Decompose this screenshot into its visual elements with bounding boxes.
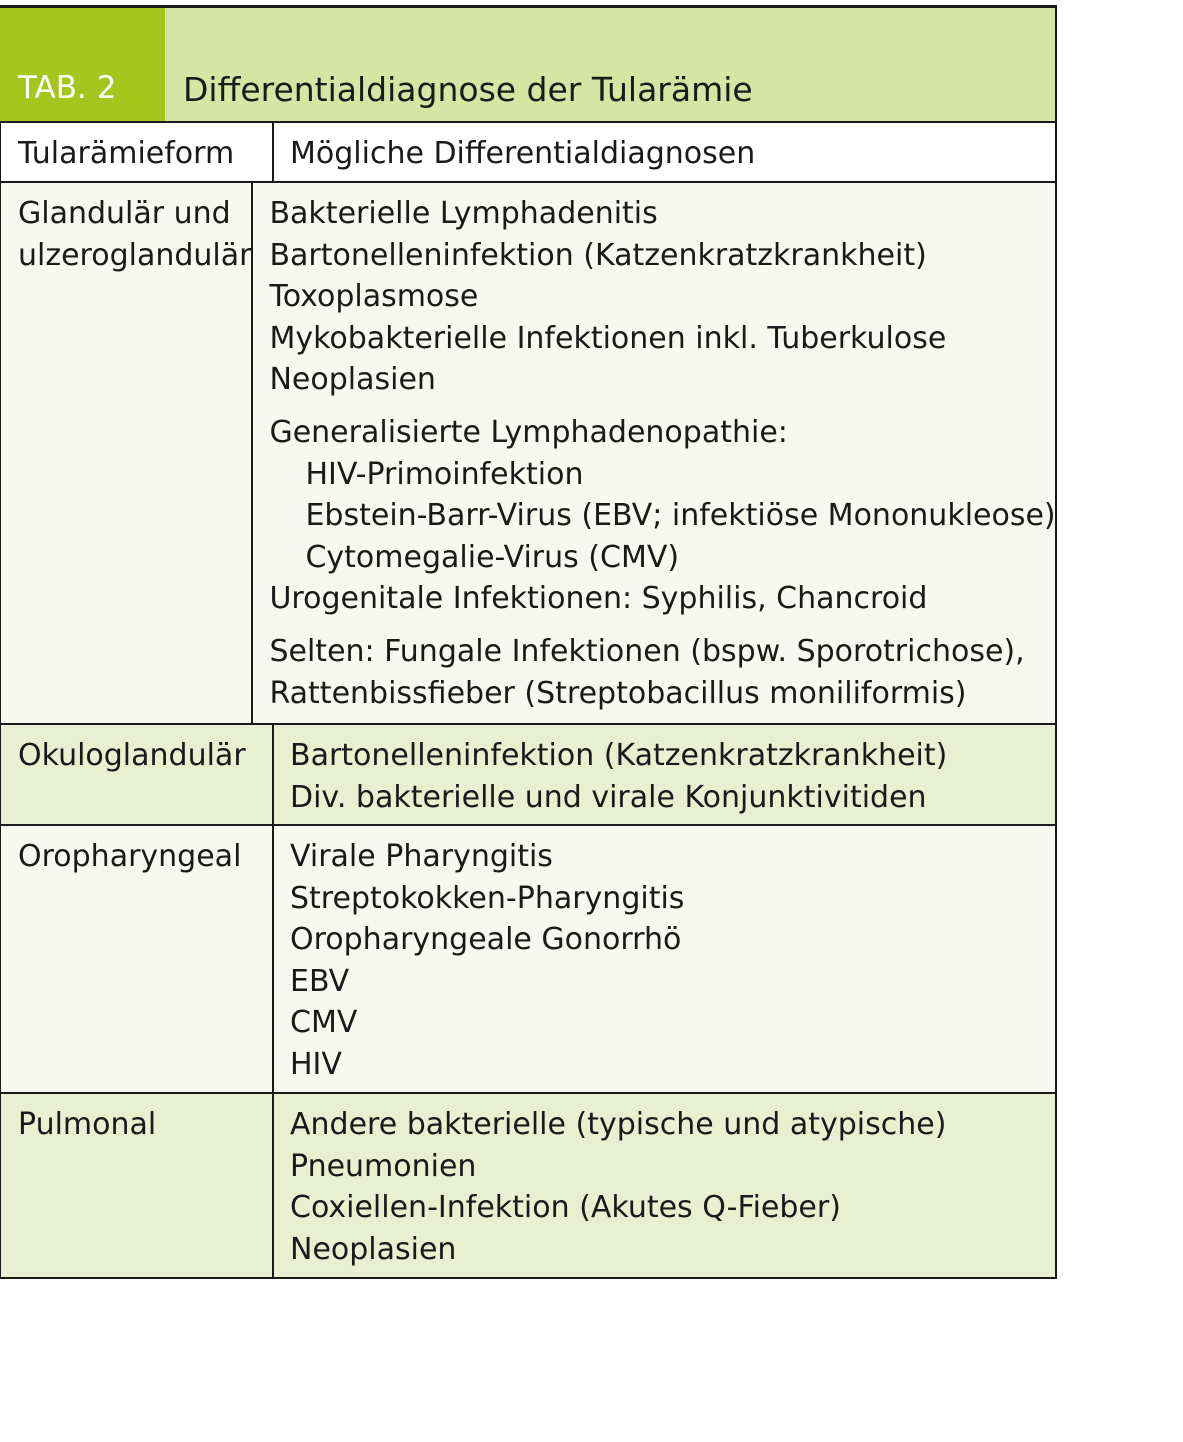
diagnosis-item: Toxoplasmose (269, 279, 479, 315)
diagnosis-item: Streptokokken-Pharyngitis (290, 880, 685, 916)
form-label: Pulmonal (18, 1107, 157, 1142)
diagnosis-item: Selten: Fungale Infektionen (bspw. Sporotrichose), (269, 633, 1025, 669)
diagnosis-subitem: Cytomegalie-Virus (CMV) (305, 539, 680, 575)
diagnosis-subitem: Ebstein-Barr-Virus (EBV; infektiöse Mononukleose) (305, 498, 1056, 534)
diagnosis-item: Pneumonien (290, 1148, 477, 1184)
form-label: Glandulär und (18, 196, 231, 231)
form-cell (1, 1094, 274, 1277)
diagnosis-item: Virale Pharyngitis (290, 839, 553, 874)
form-cell (1, 183, 253, 723)
table-title-bar (0, 5, 1057, 123)
table-number-label: TAB. 2 (0, 8, 165, 121)
header-tularemia-form: Tularämieform (1, 123, 274, 181)
form-label: Okuloglandulär (18, 738, 246, 773)
diagnosis-item: EBV (290, 963, 350, 999)
table-header-row (0, 123, 1057, 183)
diagnoses-cell (274, 725, 1055, 824)
diagnosis-item: Oropharyngeale Gonorrhö (290, 922, 682, 958)
table-row-oropharyngeal (0, 826, 1057, 1094)
diagnoses-cell (253, 183, 1055, 723)
form-label: Oropharyngeal (18, 839, 242, 874)
form-cell (1, 725, 274, 824)
diagnosis-item: Rattenbissfieber (Streptobacillus moniliformis) (269, 675, 967, 711)
diagnosis-item: Andere bakterielle (typische und atypische) (290, 1107, 947, 1142)
table-title: Differentialdiagnose der Tularämie (183, 70, 753, 109)
diagnosis-item: Urogenitale Infektionen: Syphilis, Chancroid (269, 581, 928, 617)
header-differential-diagnoses: Mögliche Differentialdiagnosen (290, 136, 756, 171)
diagnosis-item: CMV (290, 1005, 358, 1041)
diagnosis-item: Bartonelleninfektion (Katzenkratzkrankheit) (269, 237, 927, 273)
diagnosis-item: Neoplasien (290, 1231, 457, 1267)
diagnosis-item: Mykobakterielle Infektionen inkl. Tuberkulose (269, 320, 947, 356)
diagnosis-item: Neoplasien (269, 362, 436, 398)
diagnosis-item: Generalisierte Lymphadenopathie: (269, 414, 788, 450)
table-row-pulmonal (0, 1094, 1057, 1279)
diagnosis-item: HIV (290, 1046, 342, 1082)
table-row-oculoglandular (0, 725, 1057, 826)
diagnosis-item: Bartonelleninfektion (Katzenkratzkrankheit) (290, 738, 948, 773)
diagnosis-item: Bakterielle Lymphadenitis (269, 196, 658, 231)
form-label: ulzeroglandulär (18, 238, 252, 273)
diagnosis-item: Div. bakterielle und virale Konjunktivitiden (290, 779, 927, 815)
diagnosis-item: Coxiellen-Infektion (Akutes Q-Fieber) (290, 1190, 841, 1226)
table-row-glandular (0, 183, 1057, 725)
differential-diagnosis-table (0, 5, 1057, 1279)
form-cell (1, 826, 274, 1092)
diagnoses-cell (274, 1094, 1055, 1277)
diagnosis-subitem: HIV-Primoinfektion (305, 456, 584, 492)
diagnoses-cell (274, 826, 1055, 1092)
